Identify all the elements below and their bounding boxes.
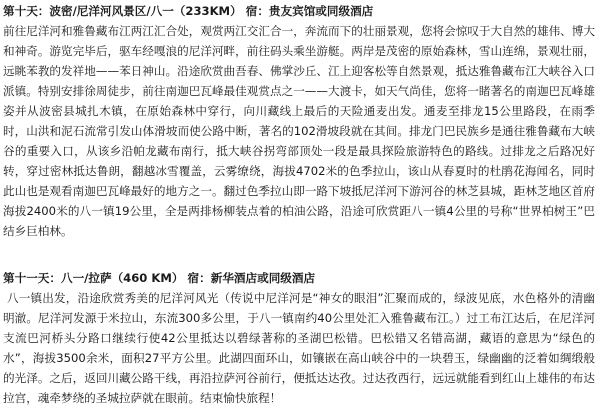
day11-body: 八一镇出发，沿途欣赏秀美的尼洋河风光（传说中尼洋河是“神女的眼泪”汇聚而成的，绿波见底，水色格外的清幽明澈。尼洋河发源于米拉山，东流300多公里，于八一镇南约40公里处汇入雅鲁藏布江。）过工布江达后，在尼洋河支流巴河桥头分路口继续行使42公里抵达以碧绿著称的圣湖巴松错。巴松错又名错高湖，藏语的意思为“绿色的水”，海拔3500余米，面积27平方公里。此湖四面环山，如镶嵌在高山峡谷中的一块碧玉，绿幽幽的泛着如绸缎般的光泽。之后，返回川藏公路干线，再沿拉萨河谷前行，便抵达达孜。过达孜西行，远远就能看到红山上雄伟的布达拉宫，魂牵梦绕的圣城拉萨就在眼前。结束愉快旅程！ — [3, 291, 595, 405]
day11-heading: 第十一天：八一/拉萨（460 KM） 宿：新华酒店或同级酒店 — [3, 271, 316, 285]
day10-body: 前往尼洋河和雅鲁藏布江两江汇合处，观赏两江交汇合一，奔流而下的壮丽景观，您将会惊叹于大自然的雄伟、博大和神奇。游览完毕后，驱车经嘎浪的尼洋河畔，前往码头乘坐游艇。两岸是茂密的原始森林，雪山连绵，景观壮丽，远眺苯教的发祥地——苯日神山。沿途欣赏曲吾春、佛掌沙丘、江上迎客松等自然景观，抵达雅鲁藏布江大峡谷入口派镇。特别安排徐周徒步，前往南迦巴瓦峰最佳观赏点之一——大渡卡，如天气尚佳，您将一睹著名的南迦巴瓦峰雄姿并从波密县城扎木镇，在原始森林中穿行，向川藏线上最后的天险通麦出发。通麦至排龙15公里路段，在雨季时，山洪和泥石流常引发山体滑坡而使公路中断，著名的102滑坡段就在其间。排龙门巴民族乡是通往雅鲁藏布大峡谷的重要入口，从该乡沿帕龙藏布南行，抵大峡谷拐弯部顶处一段是最具探险旅游特色的路线。过排龙之后路况好转，穿过密林抵达鲁朗，翻越冰雪覆盖，云雾缭绕，海拔4702米的色季拉山，该山从春夏时的杜鹃花海闻名，同时此山也是观看南迦巴瓦峰最好的地方之一。翻过色季拉山即一路下坡抵尼洋河下游河谷的林芝县城，距林芝地区首府海拔2400米的八一镇19公里，全是两排杨柳装点着的柏油公路，沿途可欣赏距八一镇4公里的号称“世界柏树王”巴结乡巨柏林。 — [3, 24, 595, 238]
day11-section — [3, 268, 595, 408]
day10-heading: 第十天：波密/尼洋河风景区/八一（233KM） 宿：贵友宾馆或同级酒店 — [3, 4, 374, 18]
day10-section — [3, 1, 595, 241]
